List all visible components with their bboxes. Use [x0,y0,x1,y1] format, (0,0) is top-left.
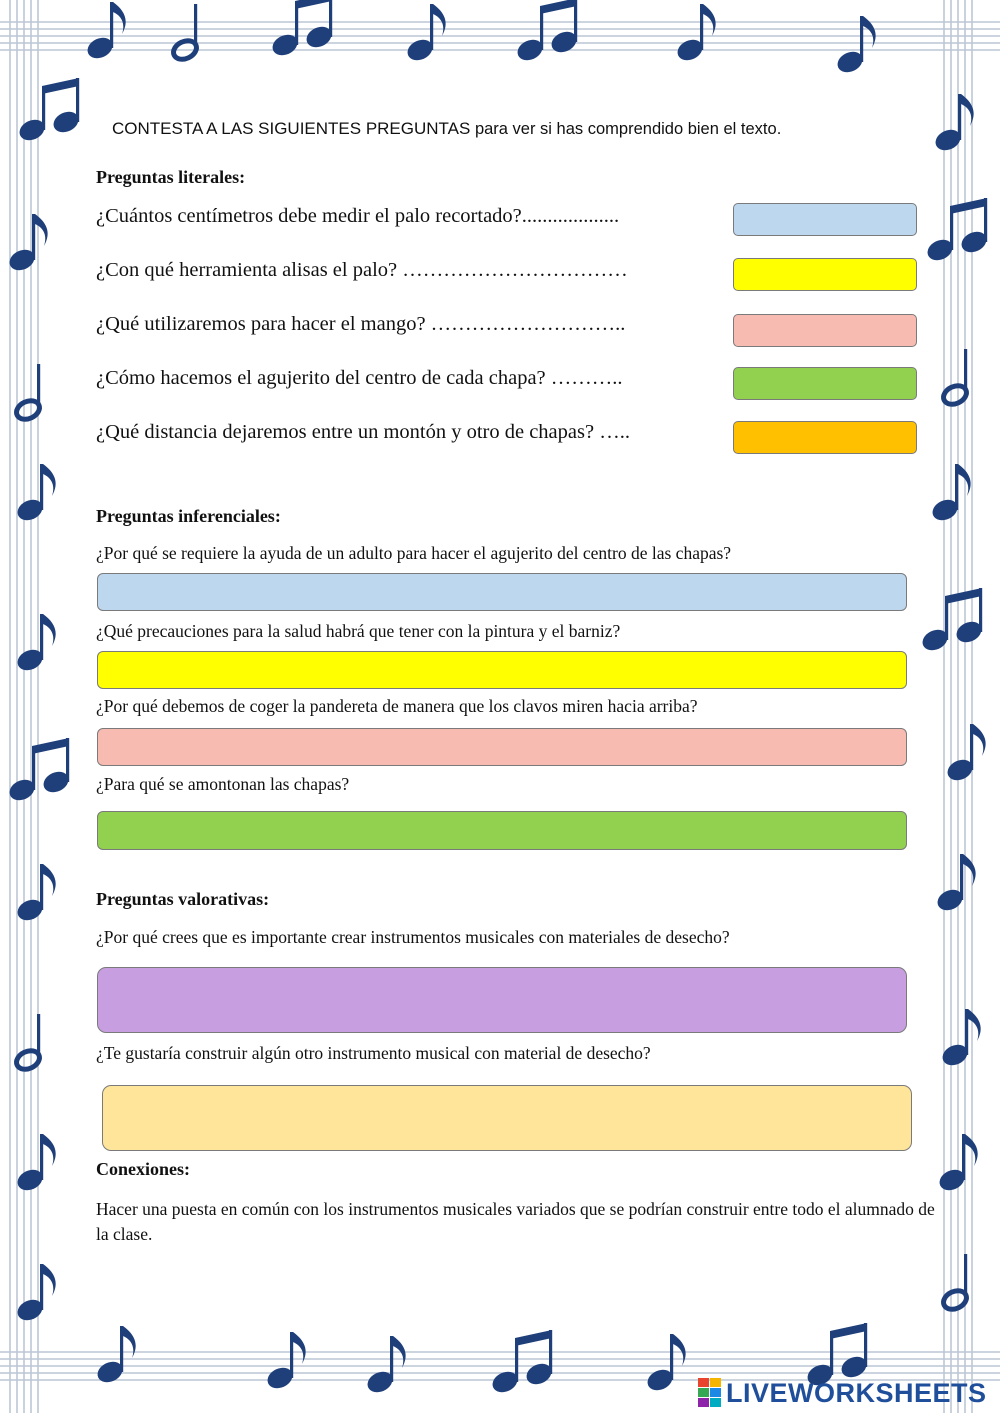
inferential-question-3: ¿Por qué debemos de coger la pandereta de manera que los clavos miren hacia arriba? [96,696,698,716]
literal-answer-2[interactable] [733,258,917,291]
liveworksheets-logo-text: LIVEWORKSHEETS [726,1377,987,1408]
evaluative-question-2: ¿Te gustaría construir algún otro instrumento musical con material de desecho? [96,1043,651,1063]
literal-question-5: ¿Qué distancia dejaremos entre un montón y otro de chapas? ….. [96,421,630,443]
inferential-answer-1[interactable] [97,573,907,611]
inferential-question-2: ¿Qué precauciones para la salud habrá que tener con la pintura y el barniz? [96,621,621,641]
literal-question-2: ¿Con qué herramienta alisas el palo? …………………………… [96,259,628,281]
literal-answer-4[interactable] [733,367,917,400]
literal-question-1: ¿Cuántos centímetros debe medir el palo recortado?................... [96,205,620,227]
inferential-answer-2[interactable] [97,651,907,689]
evaluative-answer-2[interactable] [102,1085,912,1151]
heading-upper: CONTESTA A LAS SIGUIENTES PREGUNTAS [112,119,471,138]
literal-answer-3[interactable] [733,314,917,347]
evaluative-question-1: ¿Por qué crees que es importante crear instrumentos musicales con materiales de desecho? [96,927,730,947]
literal-section-title: Preguntas literales: [96,167,246,187]
instructions-heading [112,119,781,139]
evaluative-section-title: Preguntas valorativas: [96,889,270,909]
evaluative-answer-1[interactable] [97,967,907,1033]
liveworksheets-badge-icon [698,1378,722,1408]
inferential-question-1: ¿Por qué se requiere la ayuda de un adulto para hacer el agujerito del centro de las chapas? [96,543,732,563]
connections-section-title: Conexiones: [96,1159,190,1179]
literal-answer-1[interactable] [733,203,917,236]
liveworksheets-logo [698,1376,987,1410]
literal-question-4: ¿Cómo hacemos el agujerito del centro de cada chapa? ……….. [96,367,623,389]
connections-text: Hacer una puesta en común con los instrumentos musicales variados que se podrían construir entre todo el alumnado de la clase. [96,1199,935,1244]
heading-lower: para ver si has comprendido bien el texto. [470,120,782,138]
literal-answer-5[interactable] [733,421,917,454]
inferential-question-4: ¿Para qué se amontonan las chapas? [96,774,350,794]
inferential-section-title: Preguntas inferenciales: [96,506,281,526]
literal-question-3: ¿Qué utilizaremos para hacer el mango? ……………………….. [96,313,626,335]
inferential-answer-4[interactable] [97,811,907,850]
inferential-answer-3[interactable] [97,728,907,766]
